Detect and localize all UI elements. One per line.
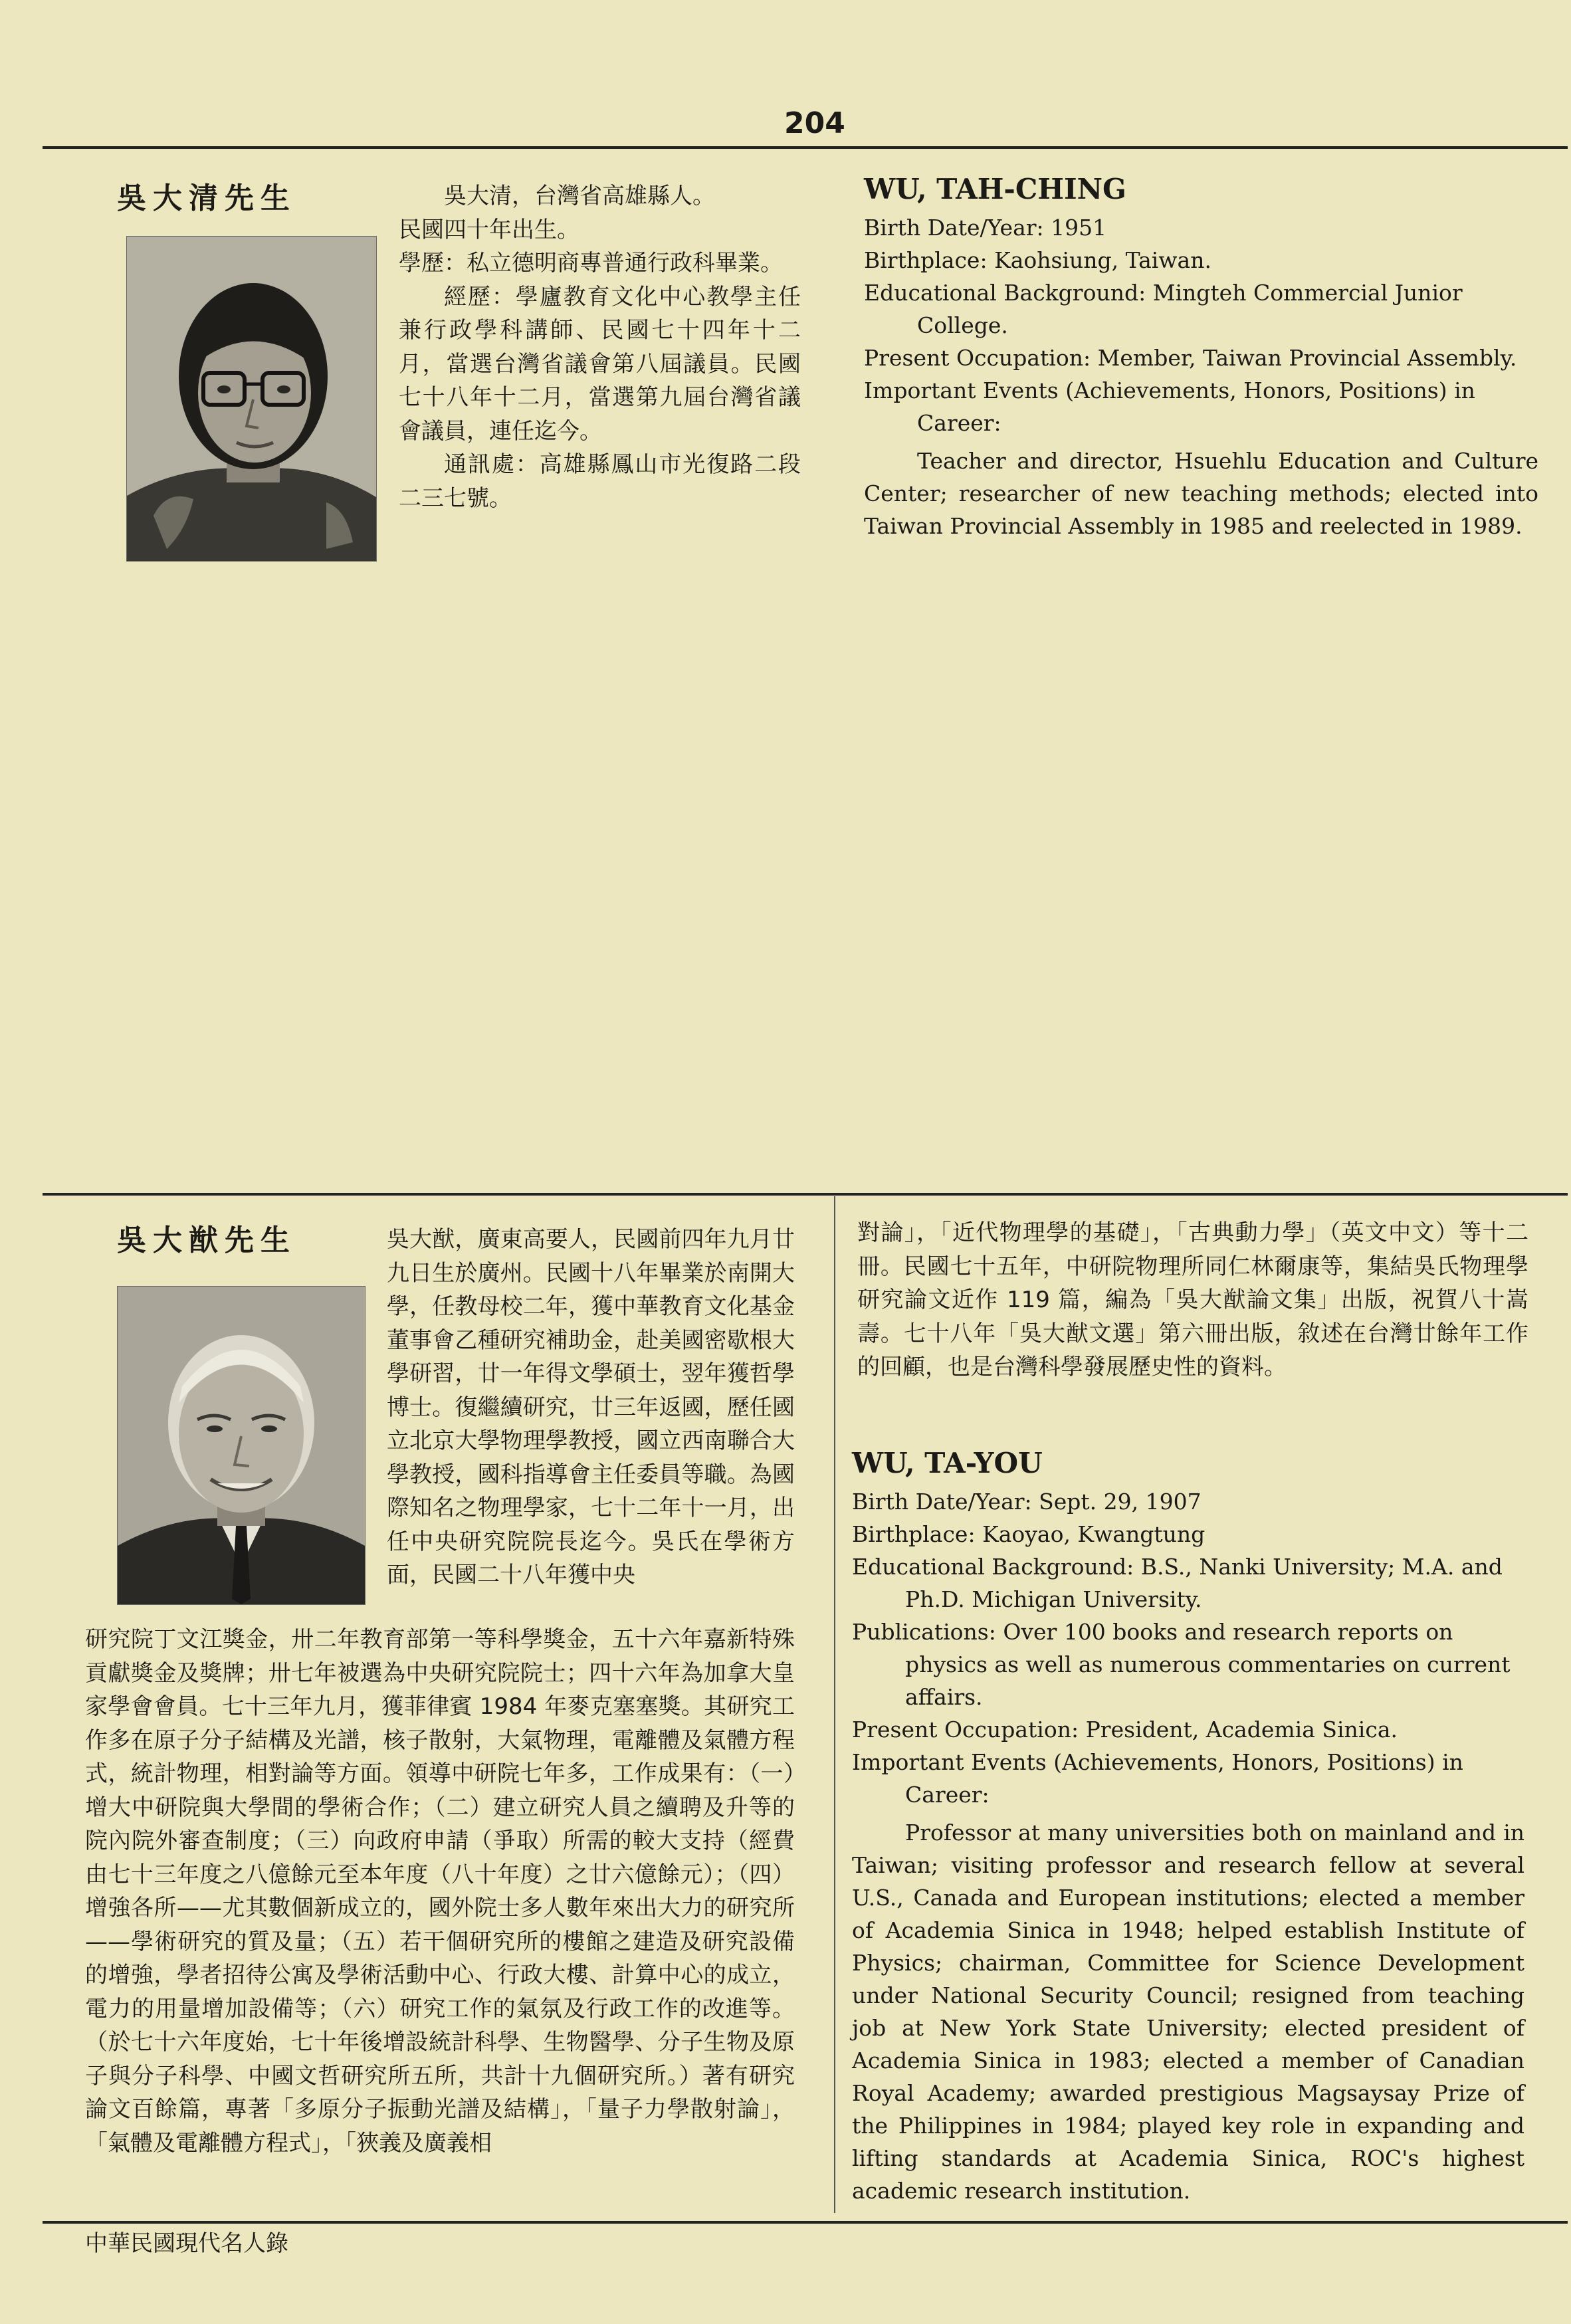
entry1-cn-para: 學歷：私立德明商專普通行政科畢業。 xyxy=(399,250,783,276)
entry2-en-line: Birthplace: Kaoyao, Kwangtung xyxy=(852,1521,1205,1547)
entry1-cn-para: 吳大清，台灣省高雄縣人。 xyxy=(444,183,715,209)
entry1-en-line: Birthplace: Kaohsiung, Taiwan. xyxy=(864,247,1211,273)
bottom-rule xyxy=(43,2221,1568,2224)
entry1-en-line: Birth Date/Year: 1951 xyxy=(864,215,1107,241)
entry2-en-name: WU, TA-YOU xyxy=(852,1447,1043,1479)
book-title-footer: 中華民國現代名人錄 xyxy=(85,2230,288,2257)
entry1-cn-para: 民國四十年出生。 xyxy=(399,216,579,243)
column-divider xyxy=(834,1196,835,2213)
entry2-en-line: Important Events (Achievements, Honors, Positions) in Career: xyxy=(852,1749,1463,1808)
top-rule xyxy=(43,146,1568,149)
entry2-en-bio xyxy=(852,1445,1524,2207)
entry1-cn-para: 經歷：學廬教育文化中心教學主任兼行政學科講師、民國七十四年十二月，當選台灣省議會第八屆議員。民國七十八年十二月，當選第九屆台灣省議會議員，連任迄今。 xyxy=(399,283,801,445)
entry1-en-line: Present Occupation: Member, Taiwan Provincial Assembly. xyxy=(864,345,1517,371)
entry1-en-name: WU, TAH-CHING xyxy=(864,173,1126,205)
entry1-cn-name: 吳大清先生 xyxy=(117,181,296,215)
entry2-portrait-photo xyxy=(117,1286,366,1605)
entry2-cn-intro: 吳大猷，廣東高要人，民國前四年九月廿九日生於廣州。民國十八年畢業於南開大學，任教母校二年，獲中華教育文化基金董事會乙種研究補助金，赴美國密歇根大學研習，廿一年得文學碩士，翌年獲哲學博士。復繼續研究，廿三年返國，歷任國立北京大學物理學教授，國立西南聯合大學教授，國科指導會主任委員等職。為國際知名之物理學家，七十二年十一月，出任中央研究院院長迄今。吳氏在學術方面，民國二十八年獲中央 xyxy=(387,1226,795,1588)
section-divider xyxy=(43,1193,1568,1196)
entry2-en-line: Birth Date/Year: Sept. 29, 1907 xyxy=(852,1489,1202,1515)
entry2-cn-name: 吳大猷先生 xyxy=(117,1223,296,1257)
entry1-en-line: Educational Background: Mingteh Commercial Junior College. xyxy=(864,280,1463,338)
entry1-en-paragraph: Teacher and director, Hsuehlu Education and Culture Center; researcher of new teaching methods; elected into Taiwan Provincial Assembly in 1985 and reelected in 1989. xyxy=(864,448,1538,539)
entry2-en-line: Publications: Over 100 books and research reports on physics as well as numerous commentaries on current affairs. xyxy=(852,1619,1511,1710)
entry1-cn-bio xyxy=(399,179,801,515)
entry2-cn-continued: 研究院丁文江獎金，卅二年教育部第一等科學獎金，五十六年嘉新特殊貢獻獎金及獎牌；卅七年被選為中央研究院院士；四十六年為加拿大皇家學會會員。七十三年九月，獲菲律賓 1984 年麥克塞塞獎。其研究工作多在原子分子結構及光譜，核子散射，大氣物理，電離體及氣體方程式，統計物理，相對論等方面。領導中研院七年多，工作成果有：（一）增大中研院與大學間的學術合作；（二）建立研究人員之續聘及升等的院內院外審查制度；（三）向政府申請（爭取）所需的較大支持（經費由七十三年度之八億餘元至本年度（八十年度）之廿六億餘元）；（四）增強各所——尤其數個新成立的，國外院士多人數年來出大力的研究所——學術研究的質及量；（五）若干個研究所的樓館之建造及研究設備的增強，學者招待公寓及學術活動中心、行政大樓、計算中心的成立，電力的用量增加設備等；（六）研究工作的氣氛及行政工作的改進等。（於七十六年度始，七十年後增設統計科學、生物醫學、分子生物及原子與分子科學、中國文哲研究所五所，共計十九個研究所。）著有研究論文百餘篇，專著「多原分子振動光譜及結構」，「量子力學散射論」，「氣體及電離體方程式」，「狹義及廣義相 xyxy=(85,1626,795,2157)
page-number: 204 xyxy=(784,106,845,140)
entry1-cn-para: 通訊處：高雄縣鳳山市光復路二段二三七號。 xyxy=(399,451,801,512)
entry1-en-bio xyxy=(864,171,1538,542)
entry2-en-line: Educational Background: B.S., Nanki University; M.A. and Ph.D. Michigan University. xyxy=(852,1554,1503,1612)
entry2-en-paragraph: Professor at many universities both on mainland and in Taiwan; visiting professor and research fellow at several U.S., Canada and European institutions; elected a member of Academia Sinica in 1948; helped establish Institute of Physics; chairman, Committee for Science Development under National Security Council; resigned from teaching job at New York State University; elected president of Academia Sinica in 1983; elected a member of Canadian Royal Academy; awarded prestigious Magsaysay Prize of the Philippines in 1984; played key role in expanding and lifting standards at Academia Sinica, ROC's highest academic research institution. xyxy=(852,1820,1524,2204)
entry2-cn-right: 對論」，「近代物理學的基礎」，「古典動力學」（英文中文）等十二冊。民國七十五年，中研院物理所同仁林爾康等，集結吳氏物理學研究論文近作 119 篇，編為「吳大猷論文集」出版，祝賀八十嵩壽。七十八年「吳大猷文選」第六冊出版，敘述在台灣廿餘年工作的回顧，也是台灣科學發展歷史性的資料。 xyxy=(857,1219,1528,1380)
entry1-en-line: Important Events (Achievements, Honors, Positions) in Career: xyxy=(864,377,1475,436)
entry2-en-line: Present Occupation: President, Academia Sinica. xyxy=(852,1717,1398,1743)
entry1-portrait-photo xyxy=(126,236,377,562)
